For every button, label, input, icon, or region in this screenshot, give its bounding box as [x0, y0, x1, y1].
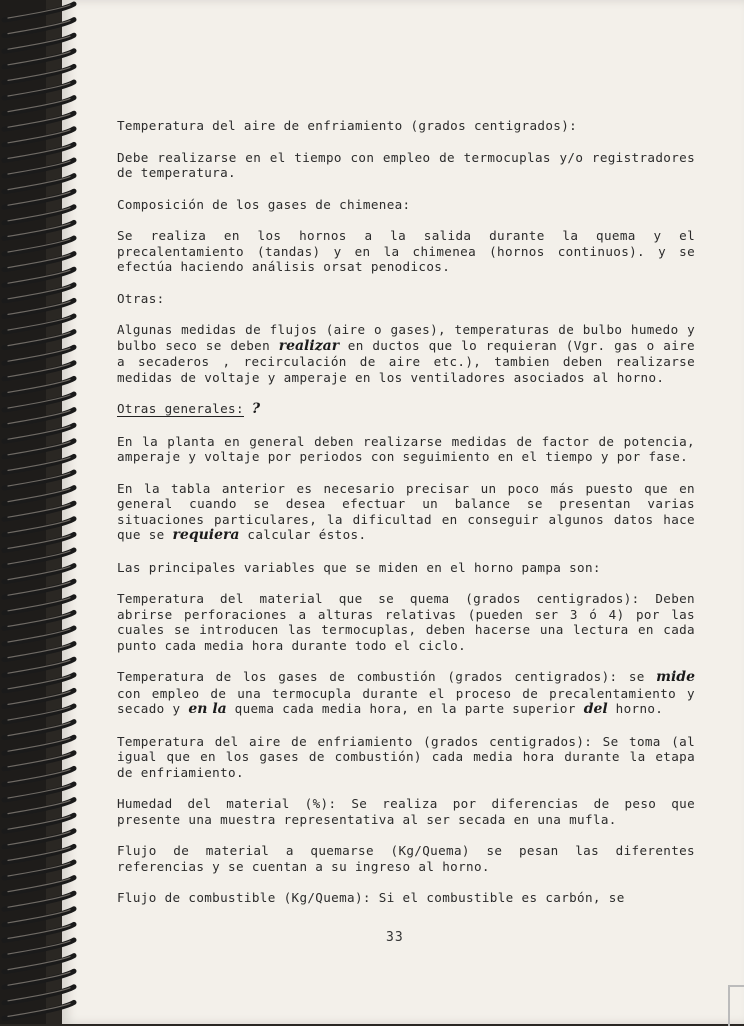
paragraph: Se realiza en los hornos a la salida durante la quema y el precalentamiento (tandas) y en la chimenea (hornos continuos). y se efectúa haciendo análisis orsat penodicos.: [117, 228, 695, 274]
paragraph: Temperatura del material que se quema (grados centigrados): Deben abrirse perforaciones a alturas relativas (pueden ser 3 ó 4) por las cuales se introducen las termocuplas, deben hacerse una lectura en cada punto cada media hora durante todo el ciclo.: [117, 591, 695, 653]
paragraph: Humedad del material (%): Se realiza por diferencias de peso que presente una muestra representativa al ser secada en una mufla.: [117, 796, 695, 827]
paragraph: Flujo de combustible (Kg/Quema): Si el combustible es carbón, se: [117, 890, 625, 905]
handwritten-question-mark: ?: [251, 401, 261, 417]
section-heading: Otras:: [117, 290, 165, 306]
paragraph: Debe realizarse en el tiempo con empleo de termocuplas y/o registradores de temperatura.: [117, 149, 695, 180]
paragraph-text: horno.: [607, 701, 664, 716]
handwritten-correction: mide: [656, 669, 695, 685]
underlined-heading: Otras generales:: [117, 401, 244, 416]
paragraph-text: con empleo de una termocupla durante el proceso de precalentamiento y secado y: [117, 685, 695, 716]
paragraph: Temperatura del aire de enfriamiento (grados centigrados): Se toma (al igual que en los gases de combustión) cada media hora durante la etapa de enfriamiento.: [117, 733, 695, 780]
paragraph-text: quema cada media hora, en la parte superior: [226, 701, 584, 716]
paragraph: [117, 669, 695, 718]
handwritten-correction: realizar: [278, 337, 340, 354]
document-body: [117, 118, 695, 918]
paragraph: [117, 322, 695, 385]
paragraph: Flujo de material a quemarse (Kg/Quema) se pesan las diferentes referencias y se cuentan a su ingreso al horno.: [117, 843, 695, 874]
handwritten-correction: del: [583, 701, 608, 717]
paragraph-text: En la tabla anterior es necesario precisar un poco más puesto que en general cuando se desea efectuar un balance se presentan varias situaciones particulares, la dificultad en conseguir algunos datos hace que se: [117, 480, 695, 542]
section-heading: Composición de los gases de chimenea:: [117, 196, 411, 212]
paragraph-text: en ductos que lo requieran (Vgr. gas o aire a secaderos , recirculación de aire etc.), tambien deben realizarse medidas de voltaje y amperaje en los ventiladores asociados al horno.: [117, 337, 695, 385]
section-heading: Temperatura del aire de enfriamiento (grados centigrados):: [117, 118, 578, 133]
paragraph: [117, 481, 695, 544]
paragraph: En la planta en general deben realizarse medidas de factor de potencia, amperaje y voltaje por periodos con seguimiento en el tiempo y por fase.: [117, 433, 695, 464]
paragraph-text: Temperatura de los gases de combustión (grados centigrados): se: [117, 669, 657, 684]
handwritten-correction: requiera: [172, 527, 240, 543]
section-heading: Las principales variables que se miden en el horno pampa son:: [117, 559, 601, 575]
section-heading: [117, 401, 695, 418]
page-edge-mark: [728, 985, 744, 1026]
spiral-binding: [0, 0, 80, 1024]
paragraph-text: Algunas medidas de flujos (aire o gases), temperaturas de bulbo humedo y bulbo seco se deben: [117, 322, 695, 353]
paragraph-text: calcular éstos.: [239, 527, 367, 542]
page-number: 33: [386, 930, 404, 945]
handwritten-correction: en la: [188, 701, 227, 717]
